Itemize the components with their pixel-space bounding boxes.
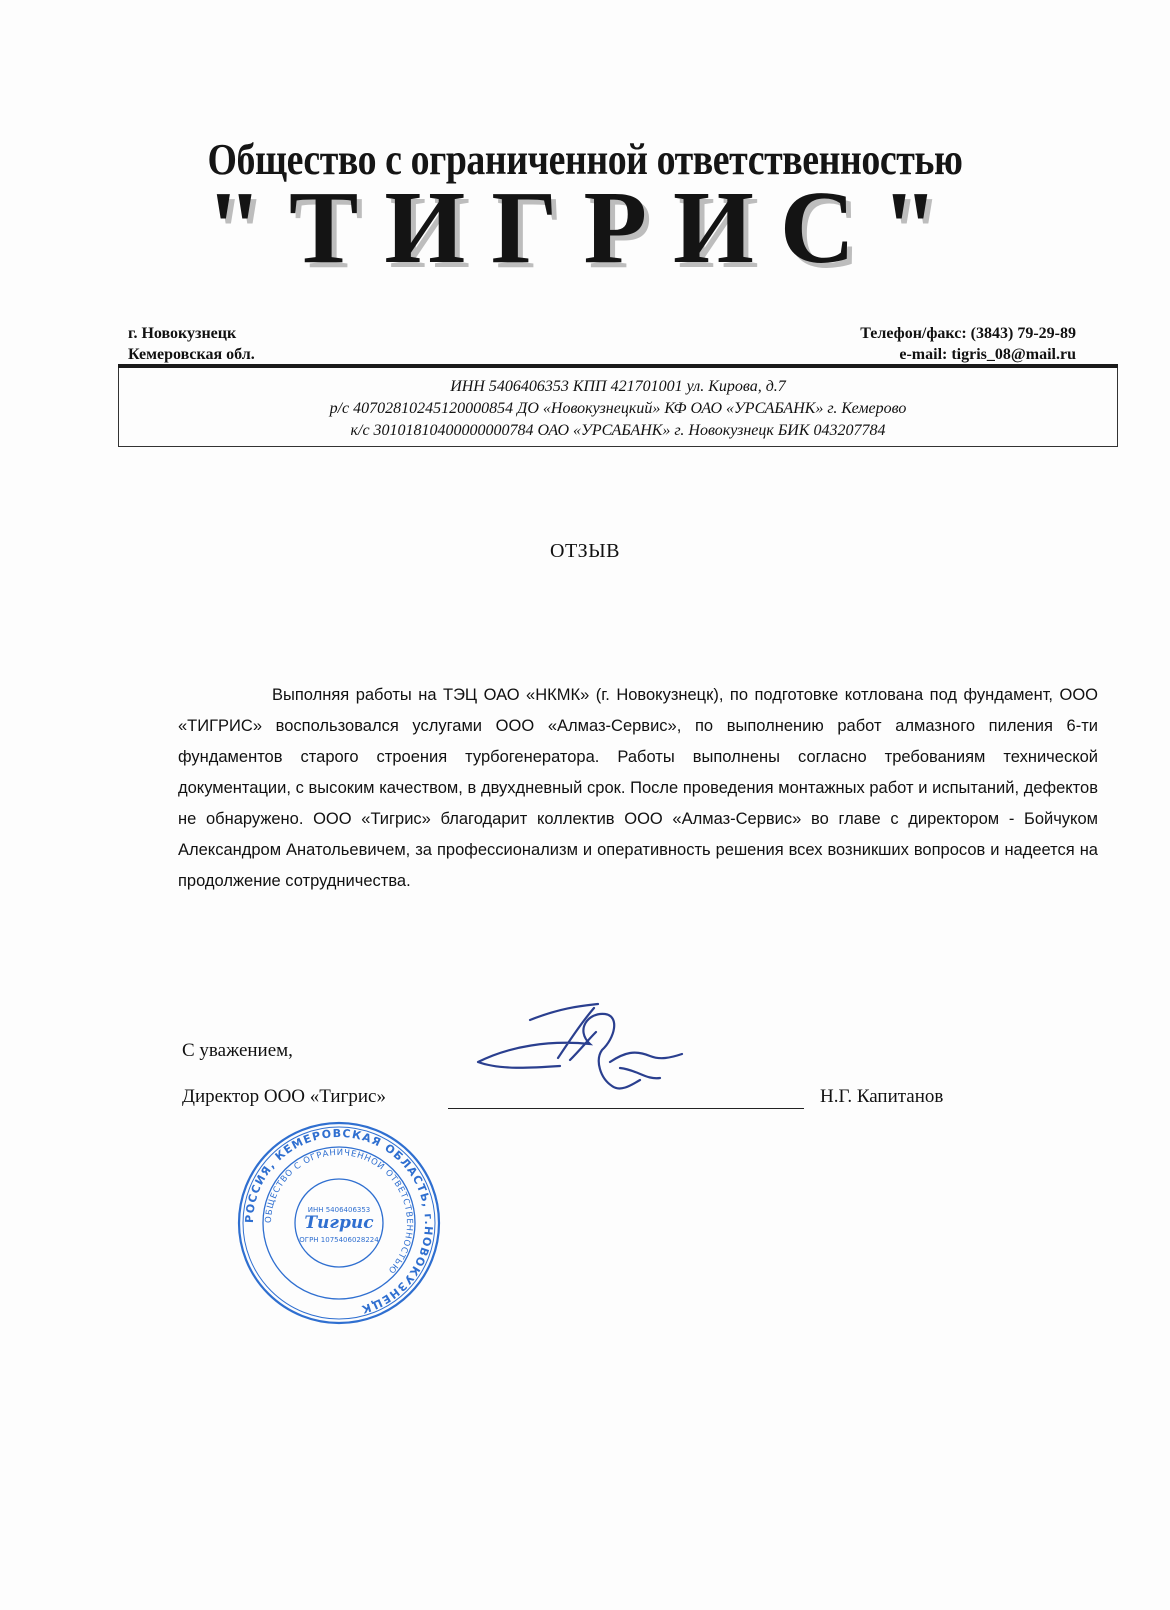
region-text: Кемеровская обл. (128, 346, 255, 363)
document-title: ОТЗЫВ (550, 540, 620, 562)
closing-regards: С уважением, (182, 1040, 293, 1061)
stamp-ogrn: ОГРН 1075406028224 (299, 1236, 379, 1244)
stamp-outer-text: РОССИЯ, КЕМЕРОВСКАЯ ОБЛАСТЬ, г.НОВОКУЗНЕЦК (242, 1126, 436, 1317)
stamp-inn: ИНН 5406406353 (307, 1206, 371, 1214)
contact-block (860, 323, 1076, 365)
company-stamp (236, 1120, 442, 1326)
signer-position: Директор ООО «Тигрис» (182, 1086, 386, 1107)
stamp-center-text: Тигрис (304, 1213, 374, 1233)
city-text: г. Новокузнецк (128, 325, 237, 342)
phone-text: Телефон/факс: (3843) 79-29-89 (860, 325, 1076, 342)
requisites-line: к/с 30101810400000000784 ОАО «УРСАБАНК» г. Новокузнецк БИК 043207784 (350, 422, 886, 439)
org-name-heading: "ТИГРИС" (205, 170, 965, 285)
signer-name: Н.Г. Капитанов (820, 1086, 944, 1107)
requisites-line: ИНН 5406406353 КПП 421701001 ул. Кирова, д.7 (450, 378, 786, 395)
requisites-line: р/с 40702810245120000854 ДО «Новокузнецкий» КФ ОАО «УРСАБАНК» г. Кемерово (329, 400, 907, 417)
handwritten-signature (470, 1000, 710, 1120)
stamp-inner-text: ОБЩЕСТВО С ОГРАНИЧЕННОЙ ОТВЕТСТВЕННОСТЬЮ (263, 1147, 415, 1276)
requisites-box (118, 368, 1118, 447)
address-block (128, 323, 255, 365)
letter-body: Выполняя работы на ТЭЦ ОАО «НКМК» (г. Новокузнецк), по подготовке котлована под фундамент, ООО «ТИГРИС» воспользовался услугами ООО «Алмаз-Сервис», по выполнению работ алмазного пиления 6-ти фундаментов старого строения турбогенератора. Работы выполнены согласно требованиям технической документации, с высоким качеством, в двухдневный срок. После проведения монтажных работ и испытаний, дефектов не обнаружено. ООО «Тигрис» благодарит коллектив ООО «Алмаз-Сервис» во главе с директором - Бойчуком Александром Анатольевичем, за профессионализм и оперативность решения всех возникших вопросов и надеется на продолжение сотрудничества. (178, 686, 1098, 890)
org-form-heading: Общество с ограниченной ответственностью (207, 135, 963, 184)
email-text: e-mail: tigris_08@mail.ru (899, 346, 1076, 363)
